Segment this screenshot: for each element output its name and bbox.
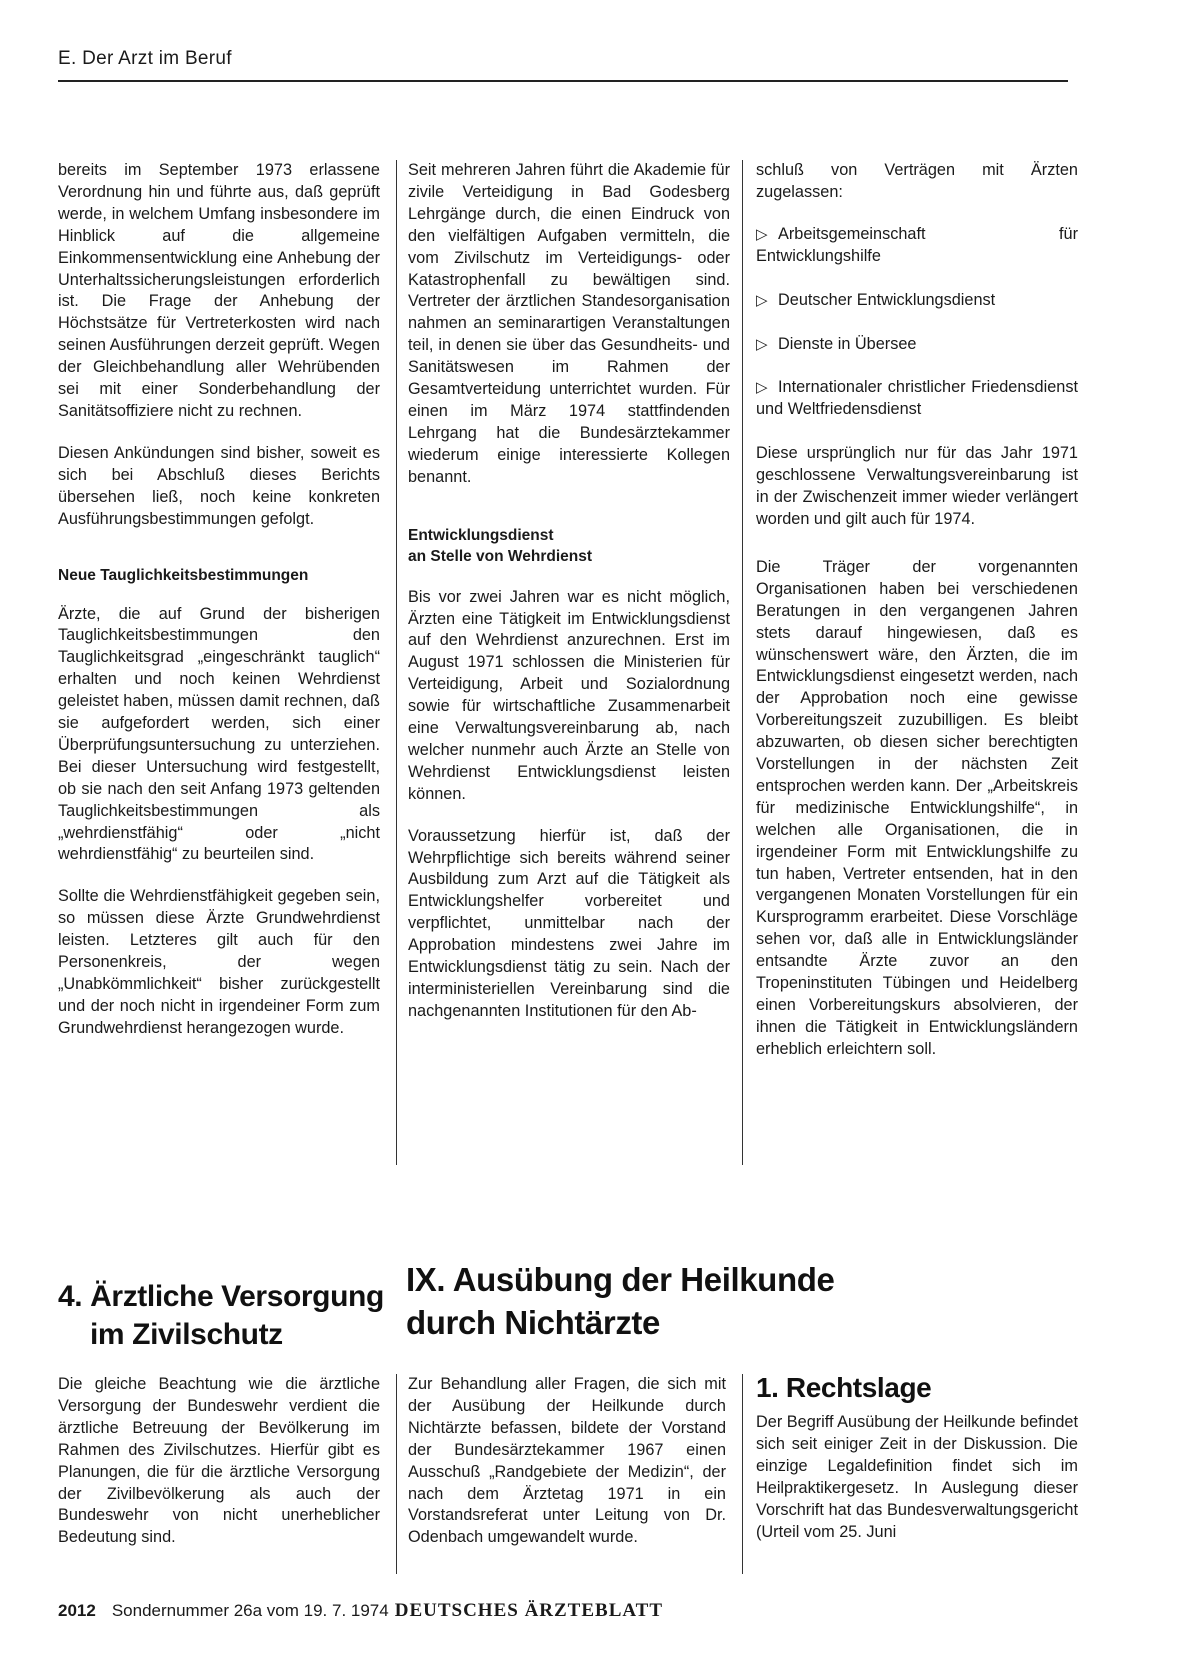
column-2 <box>408 160 730 1043</box>
column-2-lower <box>408 1374 726 1569</box>
column-divider <box>396 160 397 1165</box>
paragraph: Seit mehreren Jahren führt die Akademie für zivile Verteidigung in Bad Godesberg Lehrgänge durch, die einen Eindruck von den vielfältigen Aufgaben vermitteln, die vom Zivilschutz im Verteidigungs- oder Katastrophenfall zu bewältigen sind. Vertreter der ärztlichen Standesorganisation nahmen an seminarartigen Veranstaltungen teil, in denen sie über das Gesundheits- und Sanitätswesen im Rahmen der Gesamtverteidung unterrichtet wurden. Für einen im März 1974 stattfindenden Lehrgang hat die Bundesärztekammer wiederum einige interessierte Kollegen benannt. <box>408 161 730 486</box>
column-divider <box>396 1374 397 1574</box>
list-item-text: Internationaler christlicher Friedensdienst und Weltfriedensdienst <box>756 378 1078 419</box>
subheading-line: an Stelle von Wehrdienst <box>408 547 593 565</box>
list-item-text: Deutscher Entwicklungsdienst <box>778 290 996 309</box>
column-divider <box>742 1374 743 1574</box>
column-1 <box>58 160 380 1060</box>
list-item-text: Arbeitsgemeinschaft für Entwicklungshilfe <box>756 224 1078 265</box>
paragraph: bereits im September 1973 erlassene Verordnung hin und führte aus, daß geprüft werde, in welchem Umfang insbesondere im Hinblick auf die allgemeine Einkommensentwicklung eine Anhebung der Unterhaltssicherungsleistungen erforderlich ist. Die Frage der Anhebung der Höchstsätze für Vertreterkosten wird nach seinen Ausführungen derzeit geprüft. Wegen der Gleichbehandlung aller Wehrübenden sei mit einer Sonderbehandlung der Sanitätsoffiziere nicht zu rechnen. <box>58 161 380 420</box>
subheading-line: Entwicklungsdienst <box>408 526 554 544</box>
triangle-bullet-icon: ▷ <box>756 379 768 397</box>
paragraph: Die Träger der vorgenannten Organisationen haben bei verschiedenen Beratungen in den vergangenen Jahren stets darauf hingewiesen, daß es wünschenswert wäre, den Ärzten, die im Entwicklungsdienst eingesetzt werden, nach der Approbation noch eine gewisse Vorbereitungszeit zuzubilligen. Es bleibt abzuwarten, ob diesen sicher berechtigten Vorstellungen in der nächsten Zeit entsprochen werden kann. Der „Arbeitskreis für medizinische Entwicklungshilfe“, in welchen alle Organisationen, die in irgendeiner Form mit Entwicklungshilfe zu tun haben, Vertreter entsenden, hat in den vergangenen Monaten Vorstellungen für ein Kursprogramm erarbeitet. Diese Vorschläge sehen vor, daß alle in Entwicklungsländer entsandte Ärzte zuvor an den Tropeninstituten Tübingen und Heidelberg einen Vorbereitungskurs absolvieren, der ihnen die Tätigkeit in Entwicklungsländern erheblich erleichtern soll. <box>756 557 1078 1058</box>
paragraph: Bis vor zwei Jahren war es nicht möglich, Ärzten eine Tätigkeit im Entwicklungsdienst auf den Wehrdienst anzurechnen. Erst im August 1971 schlossen die Ministerien für Verteidigung, Arbeit und Sozialordnung sowie für wirtschaftliche Zusammenarbeit eine Verwaltungsvereinbarung ab, nach welcher nunmehr auch Ärzte an Stelle von Wehrdienst Entwicklungsdienst leisten können. <box>408 587 730 803</box>
paragraph: Ärzte, die auf Grund der bisherigen Tauglichkeitsbestimmungen den Tauglichkeitsgrad „eingeschränkt tauglich“ erhalten und noch keinen Wehrdienst geleistet haben, müssen damit rechnen, daß sie aufgefordert werden, sich einer Überprüfungsuntersuchung zu unterziehen. Bei dieser Untersuchung wird festgestellt, ob sie nach den seit Anfang 1973 geltenden Tauglichkeitsbestimmungen als „wehrdienstfähig“ oder „nicht wehrdienstfähig“ zu beurteilen sind. <box>58 604 380 864</box>
chapter-heading <box>406 1258 834 1344</box>
paragraph: Zur Behandlung aller Fragen, die sich mit der Ausübung der Heilkunde durch Nichtärzte befassen, bildete der Vorstand der Bundesärztekammer 1967 einen Ausschuß „Randgebiete der Medizin“, der nach dem Ärztetag 1971 in ein Vorstandsreferat unter Leitung von Dr. Odenbach umgewandelt wurde. <box>408 1375 726 1547</box>
issue-info: Sondernummer 26a vom 19. 7. 1974 <box>111 1601 389 1620</box>
column-3 <box>756 160 1078 1081</box>
section-heading-line: im Zivilschutz <box>90 1318 283 1351</box>
page-number: 2012 <box>58 1601 96 1620</box>
list-item <box>756 334 1078 356</box>
triangle-bullet-icon: ▷ <box>756 225 768 243</box>
column-3-lower <box>756 1370 1078 1563</box>
triangle-bullet-icon: ▷ <box>756 335 768 353</box>
organisation-list <box>756 224 1078 421</box>
subheading <box>408 525 730 567</box>
column-divider <box>742 160 743 1165</box>
chapter-heading-line: durch Nichtärzte <box>406 1304 660 1341</box>
section-heading: 1. Rechtslage <box>756 1372 932 1403</box>
page-footer <box>58 1600 1068 1622</box>
paragraph: Diese ursprünglich nur für das Jahr 1971 geschlossene Verwaltungsvereinbarung ist in der Zwischenzeit immer wieder verlängert worden und gilt auch für 1974. <box>756 444 1078 528</box>
paragraph: Der Begriff Ausübung der Heilkunde befindet sich seit einiger Zeit in der Diskussion. Die einzige Legaldefinition findet sich im Heilpraktikergesetz. In Auslegung dieser Vorschrift hat das Bundesverwaltungsgericht (Urteil vom 25. Juni <box>756 1413 1078 1541</box>
list-item <box>756 224 1078 268</box>
section-heading-line: 4. Ärztliche Versorgung <box>58 1280 384 1313</box>
header-rule <box>58 80 1068 82</box>
paragraph: schluß von Verträgen mit Ärzten zugelassen: <box>756 161 1078 201</box>
paragraph: Voraussetzung hierfür ist, daß der Wehrpflichtige sich bereits während seiner Ausbildung zum Arzt auf die Tätigkeit als Entwicklungshelfer vorbereitet und verpflichtet, unmittelbar nach der Approbation mindestens zwei Jahre im Entwicklungsdienst tätig zu sein. Nach der interministeriellen Vereinbarung sind die nachgenannten Institutionen für den Ab- <box>408 826 730 1020</box>
triangle-bullet-icon: ▷ <box>756 291 768 309</box>
chapter-heading-line: IX. Ausübung der Heilkunde <box>406 1261 835 1298</box>
paragraph: Diesen Ankündungen sind bisher, soweit es sich bei Abschluß dieses Berichts übersehen ließ, noch keine konkreten Ausführungsbestimmungen gefolgt. <box>58 443 380 528</box>
publication-name: DEUTSCHES ÄRZTEBLATT <box>394 1600 664 1621</box>
paragraph: Sollte die Wehrdienstfähigkeit gegeben sein, so müssen diese Ärzte Grundwehrdienst leisten. Letzteres gilt auch für den Personenkreis, der wegen „Unabkömmlichkeit“ bisher zurückgestellt und der noch nicht in irgendeiner Form zum Grundwehrdienst herangezogen wurde. <box>58 887 380 1037</box>
list-item <box>756 377 1078 421</box>
paragraph: Die gleiche Beachtung wie die ärztliche Versorgung der Bundeswehr verdient die ärztliche Betreuung der Bevölkerung im Rahmen des Zivilschutzes. Hierfür gibt es Planungen, die für die ärztliche Versorgung der Zivilbevölkerung als auch der Bundeswehr von nicht unerheblicher Bedeutung sind. <box>58 1375 380 1547</box>
list-item-text: Dienste in Übersee <box>778 334 917 353</box>
section-heading <box>58 1278 384 1354</box>
column-1-lower <box>58 1374 380 1569</box>
running-header: E. Der Arzt im Beruf <box>58 48 232 69</box>
subheading: Neue Tauglichkeitsbestimmungen <box>58 566 309 584</box>
list-item <box>756 290 1078 312</box>
